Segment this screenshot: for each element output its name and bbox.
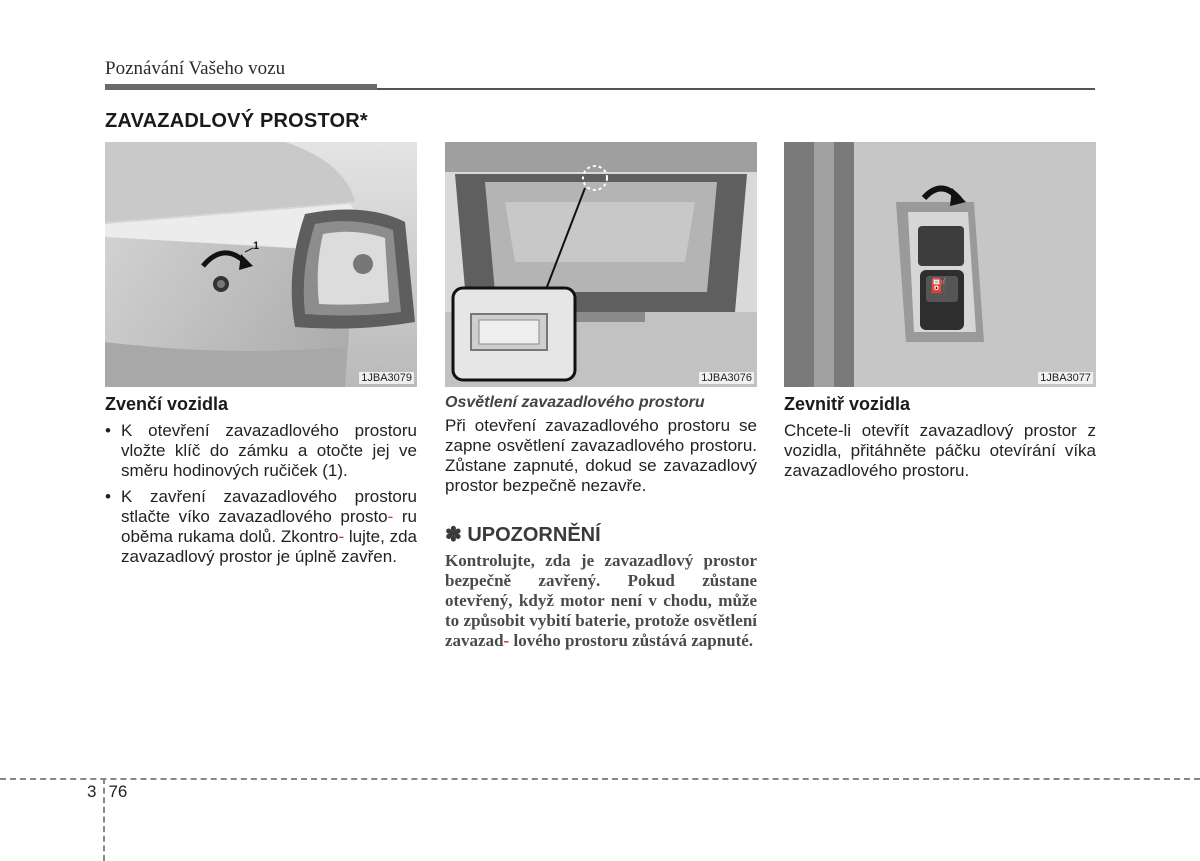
warning-title: ✽ UPOZORNĚNÍ — [445, 524, 601, 546]
figure-trunk-exterior-lock — [105, 142, 417, 387]
heading-exterior: Zvenčí vozidla — [105, 394, 229, 414]
figure-code: 1JBA3076 — [701, 372, 752, 384]
chapter-number: 3 — [87, 782, 97, 801]
bullet-text-part: lujte, zda zavazadlový prostor je úplně zavřen. — [121, 527, 417, 566]
figure-trunk-lamp — [445, 142, 757, 387]
warning-text-part: lového prostoru zůstává zapnuté. — [513, 631, 754, 650]
running-header: Poznávání Vašeho vozu — [105, 58, 286, 79]
page-number — [87, 782, 127, 802]
heading-interior: Zevnitř vozidla — [784, 394, 911, 414]
list-item — [105, 487, 417, 567]
header-rule-thin — [377, 88, 1095, 90]
bullet-list — [105, 421, 417, 567]
interior-lever-illustration — [784, 142, 1096, 387]
hyphen-mark: - — [387, 507, 394, 526]
column-interior — [784, 394, 1096, 481]
page-number-value: 76 — [108, 782, 128, 801]
hyphen-mark: - — [338, 527, 345, 546]
footer-rule — [0, 778, 1200, 780]
column-lamp — [445, 394, 757, 651]
interior-body-text: Chcete-li otevřít zavazadlový prostor z vozidla, přitáhněte páčku otevírání víka zavazadlového prostoru. — [784, 421, 1096, 480]
bullet-text: K otevření zavazadlového prostoru vložte klíč do zámku a otočte jej ve směru hodinových ručiček (1). — [121, 421, 417, 480]
bullet-dot: • — [105, 487, 111, 506]
column-exterior — [105, 394, 417, 573]
header-rule-thick — [105, 84, 377, 90]
list-item — [105, 421, 417, 481]
trunk-interior-illustration — [445, 142, 757, 387]
bullet-dot: • — [105, 421, 111, 440]
hyphen-mark: - — [503, 631, 510, 650]
section-title: ZAVAZADLOVÝ PROSTOR* — [105, 110, 368, 132]
figure-interior-release-lever — [784, 142, 1096, 387]
figure-code: 1JBA3077 — [1040, 372, 1091, 384]
svg-text:⛽: ⛽ — [930, 278, 948, 294]
figure-caption: Osvětlení zavazadlového prostoru — [445, 394, 705, 411]
warning-text-part: Kontrolujte, zda je zavazadlový prostor bezpečně zavřený. Pokud zůstane otevřený, když motor není v chodu, může to způsobit vybití baterie, protože osvětlení zavazad — [445, 551, 757, 650]
callout-number: 1 — [253, 240, 260, 252]
bullet-text-part: ru oběma rukama dolů. Zkontro — [121, 507, 417, 546]
trunk-exterior-illustration — [105, 142, 417, 387]
figure-code: 1JBA3079 — [361, 372, 412, 384]
lamp-body-text: Při otevření zavazadlového prostoru se zapne osvětlení zavazadlového prostoru. Zůstane zapnuté, dokud se zavazadlový prostor bezpečně nezavře. — [445, 416, 757, 495]
warning-text — [445, 551, 757, 651]
bullet-text-part: K zavření zavazadlového prostoru stlačte víko zavazadlového prosto — [121, 487, 417, 526]
